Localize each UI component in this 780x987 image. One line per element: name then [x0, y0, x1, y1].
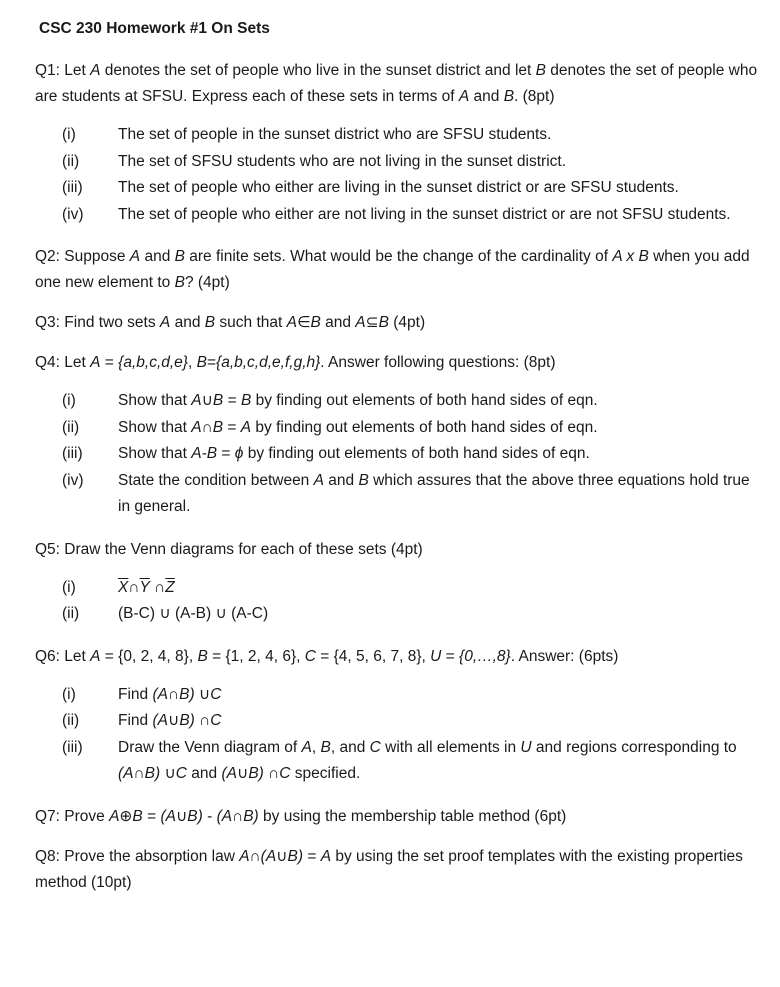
- question-4-parts: [35, 388, 765, 521]
- list-item: (iv) The set of people who either are not living in the sunset district or are not SFSU students.: [62, 205, 731, 223]
- list-item: (ii) (B-C) ∪ (A-B) ∪ (A-C): [62, 605, 269, 622]
- question-7: Q7: Prove A⊕B = (A∪B) - (A∩B) by using the membership table method (6pt): [35, 807, 567, 825]
- question-8: Q8: Prove the absorption law A∩(A∪B) = A by using the set proof templates with the existing properties method (10pt): [35, 847, 743, 891]
- list-item: (ii) Show that A∩B = A by finding out elements of both hand sides of eqn.: [62, 418, 598, 436]
- question-6-parts: [35, 682, 765, 788]
- list-item: (i) Show that A∪B = B by finding out elements of both hand sides of eqn.: [62, 392, 598, 409]
- list-item: (iii) Show that A-B = ϕ by finding out elements of both hand sides of eqn.: [62, 445, 590, 462]
- list-item: (i) $\overline{X}\cap\overline{Y}$ $\cap\overline{Z}$: [62, 578, 175, 596]
- question-3: Q3: Find two sets A and B such that A∈B and A⊆B (4pt): [35, 314, 426, 331]
- question-1: Q1: Let A denotes the set of people who live in the sunset district and let B denotes the set of people who are students at SFSU. Express each of these sets in terms of A and B. (8pt): [35, 62, 758, 105]
- page-title: CSC 230 Homework #1 On Sets: [39, 20, 270, 37]
- list-item: (i) Find (A∩B) ∪C: [62, 685, 222, 703]
- list-item: (i) The set of people in the sunset district who are SFSU students.: [62, 126, 552, 143]
- question-5-parts: [35, 575, 765, 628]
- list-item: (ii) Find (A∪B) ∩C: [62, 712, 222, 729]
- homework-page: [35, 18, 765, 910]
- question-2: Q2: Suppose A and B are finite sets. What would be the change of the cardinality of A x B when you add one new element to B? (4pt): [35, 248, 750, 291]
- list-item: (ii) The set of SFSU students who are not living in the sunset district.: [62, 152, 566, 170]
- question-5: Q5: Draw the Venn diagrams for each of these sets (4pt): [35, 540, 423, 558]
- list-item: (iv) State the condition between A and B which assures that the above three equations hold true in general.: [62, 471, 750, 515]
- question-6: Q6: Let A = {0, 2, 4, 8}, B = {1, 2, 4, 6}, C = {4, 5, 6, 7, 8}, U = {0,…,8}. Answer: (6pts): [35, 647, 619, 665]
- list-item: (iii) The set of people who either are living in the sunset district or are SFSU students.: [62, 179, 679, 196]
- question-4: Q4: Let A = {a,b,c,d,e}, B={a,b,c,d,e,f,g,h}. Answer following questions: (8pt): [35, 354, 556, 371]
- list-item: (iii) Draw the Venn diagram of A, B, and C with all elements in U and regions corresponding to (A∩B) ∪C and (A∪B) ∩C specified.: [62, 738, 737, 782]
- question-1-parts: [35, 122, 765, 228]
